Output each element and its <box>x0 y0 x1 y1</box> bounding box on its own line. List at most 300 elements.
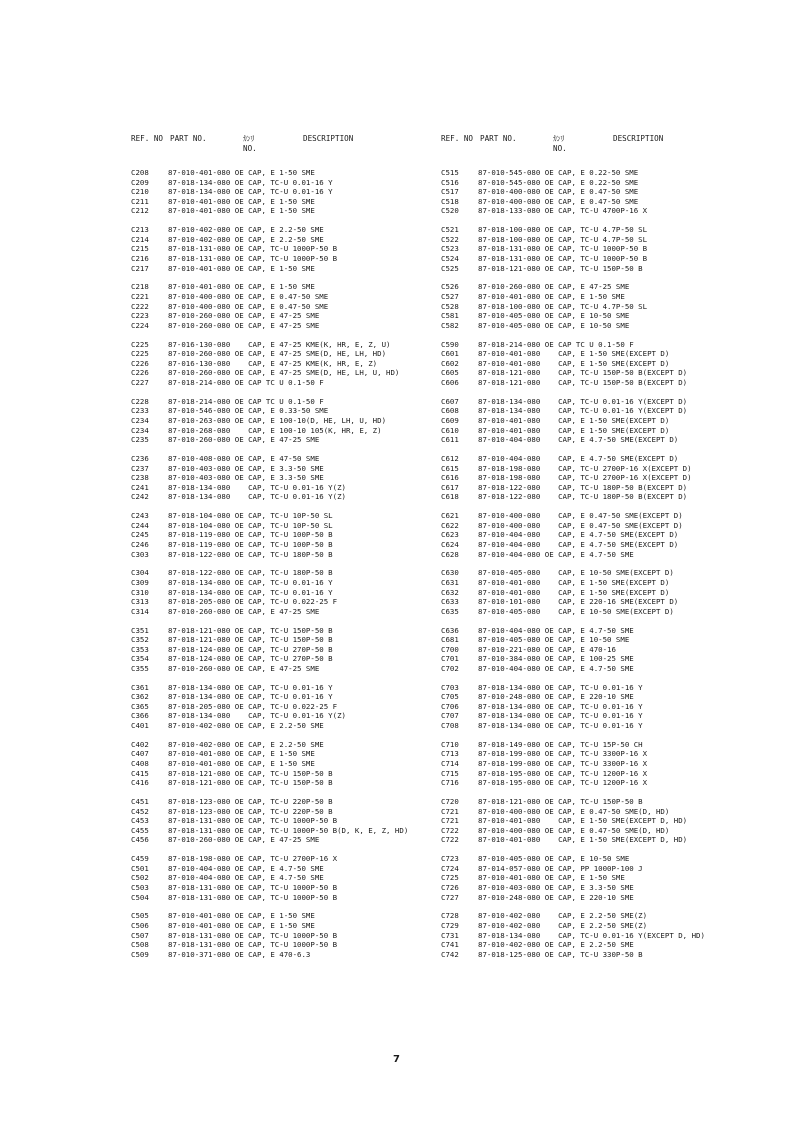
parts-group <box>441 511 771 568</box>
part-entry: 87-010-404-080 CAP, E 4.7-50 SME(EXCEPT D) <box>478 435 679 445</box>
part-entry: 87-018-131-080 OE CAP, TC-U 1000P-50 B <box>168 940 338 950</box>
ref-no: C452 <box>131 806 149 816</box>
ref-no: C617 <box>441 482 459 492</box>
part-row <box>131 759 461 769</box>
part-entry: 87-010-403-080 OE CAP, E 3.3-50 SME <box>168 463 324 473</box>
ref-no: C631 <box>441 577 459 587</box>
parts-group <box>441 454 771 511</box>
column-header <box>131 134 461 164</box>
part-row <box>441 797 771 807</box>
ref-no: C526 <box>441 282 459 292</box>
kanri-no-header: ｶﾝﾘ NO. <box>553 134 567 153</box>
ref-no: C224 <box>131 320 149 330</box>
part-entry: 87-018-100-080 OE CAP, TC-U 4.7P-50 SL <box>478 234 648 244</box>
part-entry: 87-010-260-080 OE CAP, E 47-25 SME <box>478 282 630 292</box>
part-row <box>441 950 771 960</box>
ref-no: C218 <box>131 282 149 292</box>
ref-no: C304 <box>131 568 149 578</box>
part-row <box>131 950 461 960</box>
part-row <box>441 911 771 921</box>
part-row <box>441 511 771 521</box>
parts-group <box>441 797 771 854</box>
ref-no: C225 <box>131 339 149 349</box>
ref-no: C362 <box>131 692 149 702</box>
parts-group <box>441 340 771 397</box>
part-entry: 87-018-125-080 OE CAP, TC-U 330P-50 B <box>478 949 643 959</box>
part-entry: 87-018-100-080 OE CAP, TC-U 4.7P-50 SL <box>478 301 648 311</box>
ref-no: C622 <box>441 520 459 530</box>
ref-no: C408 <box>131 759 149 769</box>
part-entry: 87-018-131-080 OE CAP, TC-U 1000P-50 B <box>168 883 338 893</box>
part-row <box>131 406 461 416</box>
part-entry: 87-014-057-080 OE CAP, PP 1000P-100 J <box>478 863 643 873</box>
ref-no: C615 <box>441 463 459 473</box>
ref-no: C528 <box>441 301 459 311</box>
part-row <box>131 302 461 312</box>
part-row <box>441 568 771 578</box>
part-entry: 87-018-104-080 OE CAP, TC-U 10P-50 SL <box>168 520 333 530</box>
part-entry: 87-018-134-080 CAP, TC-U 0.01-16 Y(EXCEPT D) <box>478 396 688 406</box>
part-row <box>131 816 461 826</box>
part-row <box>131 254 461 264</box>
part-entry: 87-010-405-080 CAP, E 10-50 SME(EXCEPT D) <box>478 568 674 578</box>
part-row <box>131 264 461 274</box>
parts-group <box>131 626 461 683</box>
part-entry: 87-010-401-080 OE CAP, E 1-50 SME <box>168 921 315 931</box>
part-row <box>441 426 771 436</box>
part-entry: 87-010-404-080 CAP, E 4.7-50 SME(EXCEPT D) <box>478 539 679 549</box>
part-entry: 87-018-198-080 OE CAP, TC-U 2700P-16 X <box>168 854 338 864</box>
part-entry: 87-018-134-080 CAP, TC-U 0.01-16 Y(Z) <box>168 492 346 502</box>
part-row <box>131 244 461 254</box>
part-entry: 87-010-401-080 OE CAP, E 1-50 SME <box>478 291 625 301</box>
parts-group <box>441 397 771 454</box>
ref-no: C721 <box>441 806 459 816</box>
part-entry: 87-018-121-080 CAP, TC-U 150P-50 B(EXCEPT D) <box>478 377 688 387</box>
part-row <box>131 940 461 950</box>
part-entry: 87-010-404-080 CAP, E 4.7-50 SME(EXCEPT D) <box>478 530 679 540</box>
ref-no: C731 <box>441 930 459 940</box>
part-entry: 87-010-408-080 OE CAP, E 47-50 SME <box>168 453 320 463</box>
ref-no: C310 <box>131 587 149 597</box>
part-row <box>441 778 771 788</box>
part-row <box>441 807 771 817</box>
part-row <box>131 854 461 864</box>
part-row <box>441 530 771 540</box>
part-row <box>131 492 461 502</box>
ref-no: C222 <box>131 301 149 311</box>
ref-no: C706 <box>441 701 459 711</box>
parts-group <box>131 740 461 797</box>
ref-no-header: REF. NO <box>131 134 164 143</box>
parts-group <box>441 168 771 225</box>
part-row <box>131 893 461 903</box>
part-entry: 87-010-402-080 OE CAP, E 2.2-50 SME <box>168 225 324 235</box>
part-entry: 87-010-404-080 OE CAP, E 4.7-50 SME <box>478 549 634 559</box>
part-entry: 87-018-134-080 CAP, TC-U 0.01-16 Y(EXCEPT D) <box>478 406 688 416</box>
ref-no: C623 <box>441 530 459 540</box>
part-row <box>441 873 771 883</box>
part-row <box>131 435 461 445</box>
part-row <box>131 597 461 607</box>
ref-no: C505 <box>131 911 149 921</box>
ref-no: C611 <box>441 435 459 445</box>
part-entry: 87-018-149-080 OE CAP, TC-U 15P-50 CH <box>478 739 643 749</box>
ref-no: C210 <box>131 187 149 197</box>
ref-no: C353 <box>131 644 149 654</box>
ref-no: C506 <box>131 921 149 931</box>
ref-no: C238 <box>131 473 149 483</box>
part-entry: 87-010-400-080 OE CAP, E 0.47-50 SME <box>168 291 329 301</box>
part-entry: 87-018-134-080 OE CAP, TC-U 0.01-16 Y <box>478 701 643 711</box>
ref-no: C621 <box>441 511 459 521</box>
part-row <box>441 550 771 560</box>
part-row <box>441 835 771 845</box>
left-column <box>131 134 461 969</box>
part-row <box>441 883 771 893</box>
ref-no: C361 <box>131 682 149 692</box>
ref-no: C226 <box>131 368 149 378</box>
ref-no: C720 <box>441 797 459 807</box>
part-entry: 87-010-402-080 OE CAP, E 2.2-50 SME <box>168 721 324 731</box>
part-row <box>441 540 771 550</box>
part-row <box>441 244 771 254</box>
part-row <box>441 931 771 941</box>
part-entry: 87-018-131-080 OE CAP, TC-U 1000P-50 B <box>478 244 648 254</box>
parts-list <box>131 168 461 969</box>
parts-group <box>441 626 771 683</box>
part-row <box>131 321 461 331</box>
part-entry: 87-010-401-080 OE CAP, E 1-50 SME <box>168 282 315 292</box>
part-entry: 87-018-134-080 CAP, TC-U 0.01-16 Y(EXCEPT D, HD) <box>478 930 705 940</box>
part-row <box>441 302 771 312</box>
ref-no: C241 <box>131 482 149 492</box>
part-entry: 87-010-401-080 OE CAP, E 1-50 SME <box>478 873 625 883</box>
ref-no: C522 <box>441 234 459 244</box>
part-entry: 87-010-402-080 CAP, E 2.2-50 SME(Z) <box>478 921 648 931</box>
part-row <box>131 740 461 750</box>
part-entry: 87-018-134-080 OE CAP, TC-U 0.01-16 Y <box>168 577 333 587</box>
part-row <box>131 911 461 921</box>
part-entry: 87-010-404-080 OE CAP, E 4.7-50 SME <box>478 663 634 673</box>
ref-no: C524 <box>441 253 459 263</box>
part-entry: 87-018-134-080 OE CAP, TC-U 0.01-16 Y <box>478 721 643 731</box>
part-entry: 87-018-131-080 OE CAP, TC-U 1000P-50 B <box>168 892 338 902</box>
ref-no: C225 <box>131 349 149 359</box>
part-entry: 87-010-263-080 OE CAP, E 100-10(D, HE, LH, U, HD) <box>168 415 387 425</box>
part-entry: 87-010-400-080 CAP, E 0.47-50 SME(EXCEPT D) <box>478 520 683 530</box>
part-entry: 87-010-404-080 OE CAP, E 4.7-50 SME <box>168 873 324 883</box>
part-no-header: PART NO. <box>170 134 207 143</box>
part-entry: 87-010-260-080 OE CAP, E 47-25 SME <box>168 311 320 321</box>
part-row <box>441 406 771 416</box>
ref-no: C227 <box>131 377 149 387</box>
ref-no: C702 <box>441 663 459 673</box>
ref-no: C234 <box>131 425 149 435</box>
part-entry: 87-010-401-080 CAP, E 1-50 SME(EXCEPT D) <box>478 577 670 587</box>
part-row <box>131 645 461 655</box>
part-entry: 87-018-214-080 OE CAP TC U 0.1-50 F <box>168 396 324 406</box>
part-entry: 87-018-131-080 OE CAP, TC-U 1000P-50 B <box>168 930 338 940</box>
part-row <box>131 873 461 883</box>
ref-no: C365 <box>131 701 149 711</box>
part-entry: 87-010-404-080 OE CAP, E 4.7-50 SME <box>168 863 324 873</box>
part-row <box>131 778 461 788</box>
part-row <box>441 349 771 359</box>
ref-no: C242 <box>131 492 149 502</box>
part-row <box>441 607 771 617</box>
part-entry: 87-018-131-080 OE CAP, TC-U 1000P-50 B <box>168 244 338 254</box>
part-entry: 87-018-199-080 OE CAP, TC-U 3300P-16 X <box>478 749 648 759</box>
ref-no: C700 <box>441 644 459 654</box>
part-entry: 87-010-401-080 OE CAP, E 1-50 SME <box>168 206 315 216</box>
part-entry: 87-018-134-080 OE CAP, TC-U 0.01-16 Y <box>478 682 643 692</box>
part-row <box>131 826 461 836</box>
part-row <box>131 359 461 369</box>
part-row <box>441 254 771 264</box>
ref-no: C366 <box>131 711 149 721</box>
ref-no: C456 <box>131 835 149 845</box>
part-row <box>131 178 461 188</box>
part-row <box>441 702 771 712</box>
kanri-no-header: ｶﾝﾘ NO. <box>243 134 257 153</box>
part-row <box>131 769 461 779</box>
ref-no: C705 <box>441 692 459 702</box>
part-entry: 87-010-260-080 OE CAP, E 47-25 SME(D, HE, LH, U, HD) <box>168 368 400 378</box>
part-row <box>441 282 771 292</box>
part-entry: 87-018-131-080 OE CAP, TC-U 1000P-50 B <box>168 253 338 263</box>
ref-no: C618 <box>441 492 459 502</box>
ref-no: C504 <box>131 892 149 902</box>
part-row <box>131 835 461 845</box>
part-entry: 87-010-401-080 OE CAP, E 1-50 SME <box>168 911 315 921</box>
part-entry: 87-010-400-080 OE CAP, E 0.47-50 SME(D, HD) <box>478 825 670 835</box>
part-row <box>441 311 771 321</box>
ref-no: C624 <box>441 539 459 549</box>
part-entry: 87-018-131-080 OE CAP, TC-U 1000P-50 B <box>478 253 648 263</box>
part-entry: 87-010-260-080 OE CAP, E 47-25 SME <box>168 835 320 845</box>
part-row <box>131 550 461 560</box>
part-entry: 87-018-198-080 CAP, TC-U 2700P-16 X(EXCEPT D) <box>478 473 692 483</box>
ref-no: C503 <box>131 883 149 893</box>
part-row <box>131 483 461 493</box>
part-entry: 87-010-405-080 OE CAP, E 10-50 SME <box>478 854 630 864</box>
part-entry: 87-018-122-080 OE CAP, TC-U 180P-50 B <box>168 568 333 578</box>
part-row <box>131 578 461 588</box>
part-entry: 87-016-130-080 CAP, E 47-25 KME(K, HR, E, Z) <box>168 358 378 368</box>
ref-no: C710 <box>441 739 459 749</box>
part-entry: 87-018-121-080 OE CAP, TC-U 150P-50 B <box>168 778 333 788</box>
part-row <box>131 931 461 941</box>
ref-no: C606 <box>441 377 459 387</box>
ref-no: C233 <box>131 406 149 416</box>
part-entry: 87-010-545-080 OE CAP, E 0.22-50 SME <box>478 168 639 177</box>
part-entry: 87-010-401-080 CAP, E 1-50 SME(EXCEPT D) <box>478 415 670 425</box>
part-row <box>131 168 461 178</box>
part-row <box>131 588 461 598</box>
parts-list <box>441 168 771 969</box>
ref-no: C214 <box>131 234 149 244</box>
part-row <box>131 206 461 216</box>
parts-group <box>131 911 461 968</box>
ref-no: C245 <box>131 530 149 540</box>
part-entry: 87-010-400-080 OE CAP, E 0.47-50 SME <box>168 301 329 311</box>
part-entry: 87-018-214-080 OE CAP TC U 0.1-50 F <box>168 377 324 387</box>
part-row <box>131 464 461 474</box>
part-row <box>441 645 771 655</box>
part-entry: 87-010-405-080 OE CAP, E 10-50 SME <box>478 311 630 321</box>
part-row <box>441 359 771 369</box>
part-entry: 87-010-404-080 OE CAP, E 4.7-50 SME <box>478 625 634 635</box>
part-entry: 87-018-133-080 OE CAP, TC-U 4700P-16 X <box>478 206 648 216</box>
part-row <box>131 749 461 759</box>
part-row <box>131 654 461 664</box>
part-entry: 87-018-123-080 OE CAP, TC-U 220P-50 B <box>168 797 333 807</box>
part-entry: 87-018-122-080 CAP, TC-U 180P-50 B(EXCEPT D) <box>478 492 688 502</box>
parts-group <box>131 225 461 282</box>
parts-group <box>131 282 461 339</box>
part-entry: 87-010-401-080 CAP, E 1-50 SME(EXCEPT D) <box>478 349 670 359</box>
ref-no: C415 <box>131 768 149 778</box>
ref-no: C703 <box>441 682 459 692</box>
part-entry: 87-018-195-080 OE CAP, TC-U 1200P-16 X <box>478 768 648 778</box>
part-entry: 87-010-402-080 OE CAP, E 2.2-50 SME <box>168 234 324 244</box>
part-entry: 87-018-214-080 OE CAP TC U 0.1-50 F <box>478 339 634 349</box>
part-entry: 87-018-205-080 OE CAP, TC-U 0.022-25 F <box>168 597 338 607</box>
part-row <box>131 454 461 464</box>
ref-no: C212 <box>131 206 149 216</box>
part-entry: 87-018-121-080 OE CAP, TC-U 150P-50 B <box>168 625 333 635</box>
part-entry: 87-018-131-080 OE CAP, TC-U 1000P-50 B <box>168 816 338 826</box>
ref-no: C681 <box>441 635 459 645</box>
part-entry: 87-010-401-080 OE CAP, E 1-50 SME <box>168 749 315 759</box>
part-entry: 87-010-260-080 OE CAP, E 47-25 SME <box>168 435 320 445</box>
part-entry: 87-010-401-080 CAP, E 1-50 SME(EXCEPT D) <box>478 425 670 435</box>
ref-no: C609 <box>441 415 459 425</box>
part-entry: 87-010-402-080 OE CAP, E 2.2-50 SME <box>168 739 324 749</box>
ref-no: C582 <box>441 320 459 330</box>
part-row <box>441 397 771 407</box>
ref-no: C314 <box>131 606 149 616</box>
parts-group <box>131 683 461 740</box>
part-row <box>441 206 771 216</box>
part-row <box>441 749 771 759</box>
part-entry: 87-018-121-080 OE CAP, TC-U 150P-50 B <box>478 263 643 273</box>
ref-no: C351 <box>131 625 149 635</box>
part-entry: 87-018-199-080 OE CAP, TC-U 3300P-16 X <box>478 759 648 769</box>
ref-no: C226 <box>131 358 149 368</box>
ref-no: C722 <box>441 825 459 835</box>
part-row <box>131 311 461 321</box>
ref-no: C243 <box>131 511 149 521</box>
part-row <box>441 893 771 903</box>
ref-no: C213 <box>131 225 149 235</box>
ref-no: C502 <box>131 873 149 883</box>
part-entry: 87-010-546-080 OE CAP, E 0.33-50 SME <box>168 406 329 416</box>
part-row <box>131 702 461 712</box>
part-row <box>131 864 461 874</box>
part-row <box>131 235 461 245</box>
ref-no: C416 <box>131 778 149 788</box>
part-entry: 87-010-260-080 OE CAP, E 47-25 SME <box>168 663 320 673</box>
part-entry: 87-010-405-080 OE CAP, E 10-50 SME <box>478 320 630 330</box>
part-entry: 87-010-401-080 CAP, E 1-50 SME(EXCEPT D) <box>478 358 670 368</box>
part-row <box>131 397 461 407</box>
part-row <box>441 864 771 874</box>
ref-no: C581 <box>441 311 459 321</box>
ref-no: C235 <box>131 435 149 445</box>
part-row <box>131 530 461 540</box>
parts-group <box>441 911 771 968</box>
part-entry: 87-018-100-080 OE CAP, TC-U 4.7P-50 SL <box>478 225 648 235</box>
ref-no: C742 <box>441 949 459 959</box>
ref-no: C724 <box>441 863 459 873</box>
part-row <box>131 626 461 636</box>
part-entry: 87-010-260-080 OE CAP, E 47-25 SME <box>168 606 320 616</box>
ref-no: C723 <box>441 854 459 864</box>
part-row <box>131 883 461 893</box>
ref-no: C313 <box>131 597 149 607</box>
part-entry: 87-018-121-080 CAP, TC-U 150P-50 B(EXCEPT D) <box>478 368 688 378</box>
part-row <box>441 492 771 502</box>
ref-no: C610 <box>441 425 459 435</box>
ref-no: C244 <box>131 520 149 530</box>
part-row <box>441 225 771 235</box>
ref-no: C223 <box>131 311 149 321</box>
part-row <box>131 187 461 197</box>
part-row <box>441 178 771 188</box>
ref-no: C211 <box>131 196 149 206</box>
part-row <box>131 511 461 521</box>
ref-no: C727 <box>441 892 459 902</box>
ref-no: C701 <box>441 654 459 664</box>
ref-no: C217 <box>131 263 149 273</box>
part-row <box>441 168 771 178</box>
ref-no: C527 <box>441 291 459 301</box>
part-row <box>441 692 771 702</box>
ref-no: C729 <box>441 921 459 931</box>
part-no-header: PART NO. <box>480 134 517 143</box>
part-entry: 87-018-134-080 OE CAP, TC-U 0.01-16 Y <box>478 711 643 721</box>
part-entry: 87-010-402-080 CAP, E 2.2-50 SME(Z) <box>478 911 648 921</box>
part-row <box>441 826 771 836</box>
part-entry: 87-010-403-080 OE CAP, E 3.3-50 SME <box>478 883 634 893</box>
part-entry: 87-018-124-080 OE CAP, TC-U 270P-50 B <box>168 654 333 664</box>
part-entry: 87-018-122-080 CAP, TC-U 180P-50 B(EXCEPT D) <box>478 482 688 492</box>
ref-no: C401 <box>131 721 149 731</box>
part-row <box>441 740 771 750</box>
ref-no: C725 <box>441 873 459 883</box>
part-entry: 87-018-104-080 OE CAP, TC-U 10P-50 SL <box>168 511 333 521</box>
part-row <box>441 483 771 493</box>
part-entry: 87-010-400-080 OE CAP, E 0.47-50 SME(D, HD) <box>478 806 670 816</box>
ref-no: C515 <box>441 168 459 177</box>
ref-no: C616 <box>441 473 459 483</box>
part-entry: 87-010-402-080 OE CAP, E 2.2-50 SME <box>478 940 634 950</box>
part-entry: 87-018-121-080 OE CAP, TC-U 150P-50 B <box>478 797 643 807</box>
parts-group <box>131 797 461 854</box>
part-entry: 87-010-403-080 OE CAP, E 3.3-50 SME <box>168 473 324 483</box>
ref-no: C518 <box>441 196 459 206</box>
ref-no: C517 <box>441 187 459 197</box>
part-entry: 87-018-121-080 OE CAP, TC-U 150P-50 B <box>168 635 333 645</box>
ref-no: C459 <box>131 854 149 864</box>
part-entry: 87-018-134-080 OE CAP, TC-U 0.01-16 Y <box>168 682 333 692</box>
ref-no: C707 <box>441 711 459 721</box>
part-entry: 87-018-122-080 OE CAP, TC-U 180P-50 B <box>168 549 333 559</box>
ref-no: C636 <box>441 625 459 635</box>
ref-no: C507 <box>131 930 149 940</box>
